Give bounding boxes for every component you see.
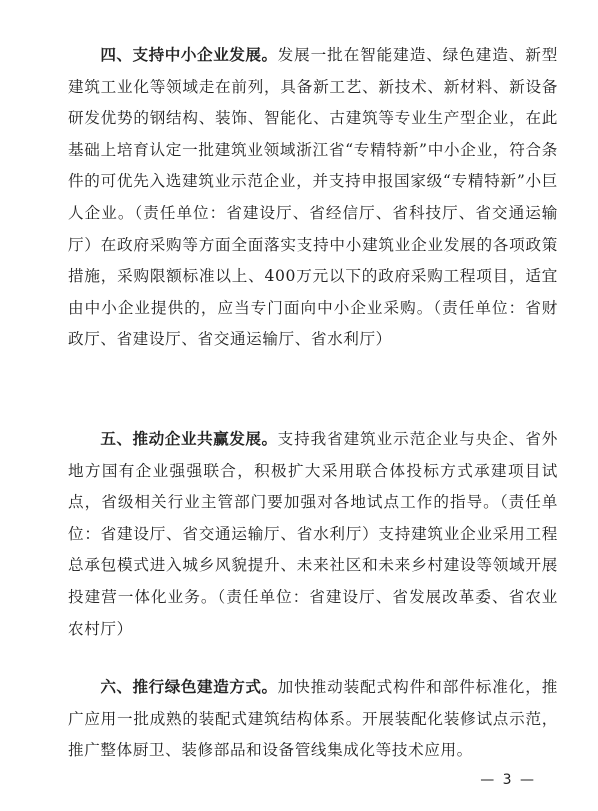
section-4-body: 发展一批在智能建造、绿色建造、新型建筑工业化等领域走在前列，具备新工艺、新技术、新材料、新设备研发优势的钢结构、装饰、智能化、古建筑等专业生产型企业，在此基础上培育认定一批建筑业领域浙江省“专精特新”中小企业，符合条件的可优先入选建筑业示范企业，并支持申报国家级“专精特新”小巨人企业。（责任单位：省建设厅、省经信厅、省科技厅、省交通运输厅）在政府采购等方面全面落实支持中小建筑业企业发展的各项政策措施，采购限额标准以上、400万元以下的政府采购工程项目，适宜由中小企业提供的，应当专门面向中小企业采购。（责任单位：省财政厅、省建设厅、省交通运输厅、省水利厅） [68,46,558,349]
section-5-paragraph [68,424,558,645]
section-6-paragraph [68,672,558,767]
section-5-body: 支持我省建筑业示范企业与央企、省外地方国有企业强强联合，积极扩大采用联合体投标方式承建项目试点，省级相关行业主管部门要加强对各地试点工作的指导。（责任单位：省建设厅、省交通运输厅、省水利厅）支持建筑业企业采用工程总承包模式进入城乡风貌提升、未来社区和未来乡村建设等领域开展投建营一体化业务。（责任单位：省建设厅、省发展改革委、省农业农村厅） [68,430,558,638]
section-4-heading: 四、支持中小企业发展。 [100,46,278,64]
section-6-heading: 六、推行绿色建造方式。 [100,678,278,696]
page-number: — 3 — [480,772,536,788]
section-6-body: 加快推动装配式构件和部件标准化，推广应用一批成熟的装配式建筑结构体系。开展装配化装修试点示范，推广整体厨卫、装修部品和设备管线集成化等技术应用。 [68,678,558,760]
section-4-paragraph [68,40,558,356]
section-5-heading: 五、推动企业共赢发展。 [100,430,278,448]
